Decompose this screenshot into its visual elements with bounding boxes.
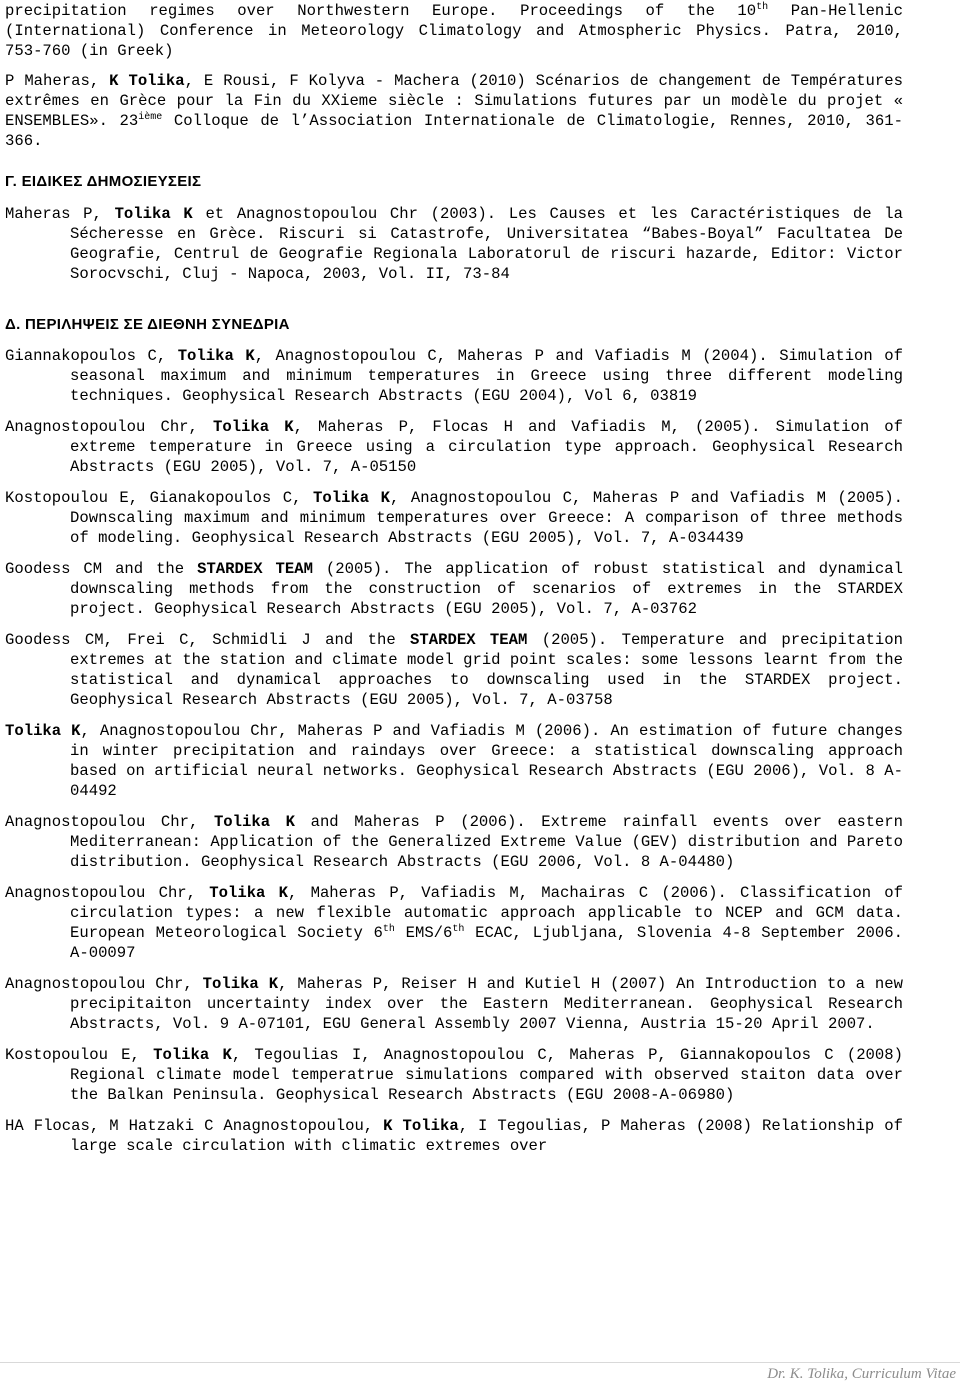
ref-text: , Maheras P, Flocas H and Vafiadis M, (2005). Simulation of extreme temperature in Greece using a circulation type approach. Geophysical Research Abstracts (EGU 2005), Vol. 7, A-05150 xyxy=(70,418,903,476)
ref-authors: Maheras P, xyxy=(5,205,115,223)
intro-text: precipitation regimes over Northwestern Europe. Proceedings of the 10 xyxy=(5,2,757,20)
highlighted-author: Tolika K xyxy=(209,884,288,902)
ref-authors: Goodess CM, Frei C, Schmidli J and the xyxy=(5,631,411,649)
intro-text-cont: Pan-Hellenic (International) Conference in Meteorology Climatology and Atmospheric Physics. Patra, 2010, 753-760 (in Greek) xyxy=(5,2,904,60)
superscript: th xyxy=(382,923,395,935)
reference-entry xyxy=(5,559,903,619)
reference-entry xyxy=(5,417,903,477)
section-heading-d: Δ. ΠΕΡΙΛΗΨΕΙΣ ΣΕ ΔΙΕΘΝΗ ΣΥΝΕΔΡΙΑ xyxy=(5,316,290,333)
reference-entry xyxy=(5,71,903,151)
ref-text: , Anagnostopoulou C, Maheras P and Vafiadis M (2004). Simulation of seasonal maximum and minimum temperatures in Greece using three different modeling techniques. Geophysical Research Abstracts (EGU 2004), Vol 6, 03819 xyxy=(70,347,903,405)
ref-text: and Maheras P (2006). Extreme rainfall events over eastern Mediterranean: Application of the Generalized Extreme Value (GEV) distribution and Pareto distribution. Geophysical Research Abstracts (EGU 2006, Vol. 8 A-04480) xyxy=(70,813,903,871)
ref-authors: Anagnostopoulou Chr, xyxy=(5,813,214,831)
intro-paragraph xyxy=(5,1,903,61)
ref-text-cont: EMS/6 xyxy=(394,924,453,942)
ref-text-cont: Colloque de l’Association Internationale de Climatologie, Rennes, 2010, 361- 366. xyxy=(5,112,903,150)
ref-authors: Giannakopoulos C, xyxy=(5,347,178,365)
highlighted-author: STARDEX TEAM xyxy=(410,631,528,649)
page-footer: Dr. K. Tolika, Curriculum Vitae xyxy=(767,1366,956,1382)
highlighted-author: Tolika K xyxy=(114,205,193,223)
reference-entry xyxy=(5,204,903,284)
ref-authors: Kostopoulou E, Gianakopoulos C, xyxy=(5,489,313,507)
highlighted-author: K Tolika xyxy=(109,72,185,90)
reference-entry xyxy=(5,488,903,548)
reference-list xyxy=(5,346,903,1156)
footer-divider xyxy=(0,1362,960,1363)
superscript: ième xyxy=(138,111,163,123)
ref-text-end: ECAC, Ljubljana, Slovenia 4-8 September 2006. A-00097 xyxy=(70,924,903,962)
reference-entry xyxy=(5,721,903,801)
ref-text: , Anagnostopoulou C, Maheras P and Vafiadis M (2005). Downscaling maximum and minimum temperatures over Greece: A comparison of three methods of modeling. Geophysical Research Abstracts (EGU 2005), Vol. 7, A-034439 xyxy=(70,489,903,547)
reference-entry xyxy=(5,812,903,872)
reference-entry xyxy=(5,630,903,710)
ref-text: , Maheras P, Reiser H and Kutiel H (2007) An Introduction to a new precipitaiton uncertainty index over the Eastern Mediterranean. Geophysical Research Abstracts, Vol. 9 A-07101, EGU General Assembly 2007 Vienna, Austria 15-20 April 2007. xyxy=(70,975,903,1033)
reference-entry xyxy=(5,1045,903,1105)
highlighted-author: Tolika K xyxy=(177,347,255,365)
ref-text: , Anagnostopoulou Chr, Maheras P and Vafiadis M (2006). An estimation of future changes in winter precipitation and raindays over Greece: a statistical downscaling approach based on artificial neural networks. Geophysical Research Abstracts (EGU 2006), Vol. 8 A-04492 xyxy=(70,722,903,800)
ref-authors: Anagnostopoulou Chr, xyxy=(5,884,210,902)
highlighted-author: Tolika K xyxy=(312,489,390,507)
section-heading-g: Γ. ΕΙΔΙΚΕΣ ΔΗΜΟΣΙΕΥΣΕΙΣ xyxy=(5,173,202,190)
reference-entry xyxy=(5,974,903,1034)
document-page xyxy=(5,0,903,1156)
superscript: th xyxy=(452,923,465,935)
ref-authors: Goodess CM and the xyxy=(5,560,198,578)
ref-authors: P Maheras, xyxy=(5,72,110,90)
highlighted-author: STARDEX TEAM xyxy=(197,560,313,578)
superscript: th xyxy=(756,1,769,13)
highlighted-author: Tolika K xyxy=(212,418,294,436)
reference-entry xyxy=(5,346,903,406)
ref-text: , E Rousi, F Kolyva - Machera (2010) Scénarios de changement de Températures extrêmes en Grèce pour la Fin du XXieme siècle : Simulations futures par un modèle du projet « ENSEMBLES». 23 xyxy=(5,72,903,130)
reference-entry xyxy=(5,883,903,963)
ref-authors: Kostopoulou E, xyxy=(5,1046,154,1064)
ref-authors: HA Flocas, M Hatzaki C Anagnostopoulou, xyxy=(5,1117,384,1135)
ref-text: , Tegoulias I, Anagnostopoulou C, Maheras P, Giannakopoulos C (2008) Regional climate model temperatrue simulations compared with observed staiton data over the Balkan Peninsula. Geophysical Research Abstracts (EGU 2008-A-06980) xyxy=(70,1046,903,1104)
ref-authors: Anagnostopoulou Chr, xyxy=(5,975,203,993)
ref-text: (2005). Temperature and precipitation extremes at the station and climate model grid point scales: some lessons learnt from the statistical and dynamical approaches to downscaling used in the STARDEX project. Geophysical Research Abstracts (EGU 2005), Vol. 7, A-03758 xyxy=(70,631,903,709)
ref-text: (2005). The application of robust statistical and dynamical downscaling methods from the construction of scenarios of extremes in the STARDEX project. Geophysical Research Abstracts (EGU 2005), Vol. 7, A-03762 xyxy=(70,560,904,618)
highlighted-author: Tolika K xyxy=(5,722,81,740)
highlighted-author: Tolika K xyxy=(213,813,296,831)
ref-text: , Maheras P, Vafiadis M, Machairas C (2006). Classification of circulation types: a new flexible automatic approach applicable to NCEP and GCM data. European Meteorological Society 6 xyxy=(70,884,903,942)
highlighted-author: Tolika K xyxy=(202,975,279,993)
ref-text: et Anagnostopoulou Chr (2003). Les Causes et les Caractéristiques de la Sécheresse en Grèce. Riscuri si Catastrofe, Universitatea “Babes-Boyal” Facultatea De Geografie, Centrul de Geografie Regionala Laboratorul de riscuri hazarde, Editor: Victor Sorocvschi, Cluj - Napoca, 2003, Vol. II, 73-84 xyxy=(70,205,903,283)
ref-authors: Anagnostopoulou Chr, xyxy=(5,418,213,436)
highlighted-author: K Tolika xyxy=(383,1117,459,1135)
ref-text: , I Tegoulias, P Maheras (2008) Relationship of large scale circulation with climatic extremes over xyxy=(70,1117,903,1155)
highlighted-author: Tolika K xyxy=(153,1046,232,1064)
reference-entry xyxy=(5,1116,903,1156)
